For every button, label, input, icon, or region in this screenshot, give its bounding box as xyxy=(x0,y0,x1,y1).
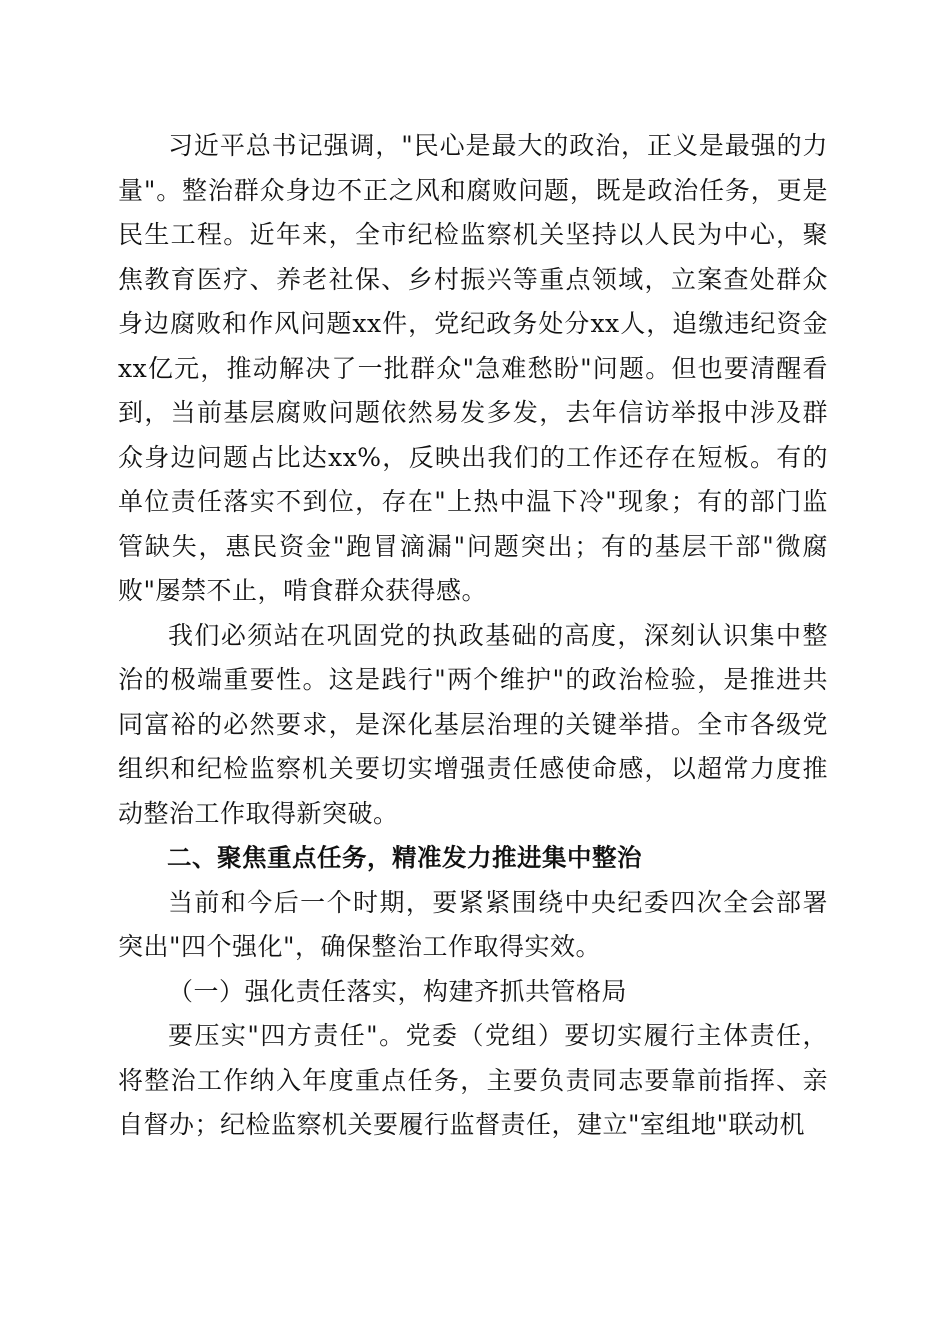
subsection-paragraph: 要压实"四方责任"。党委（党组）要切实履行主体责任，将整治工作纳入年度重点任务，主要负责同志要靠前指挥、亲自督办；纪检监察机关要履行监督责任，建立"室组地"联动机 xyxy=(118,1021,828,1139)
section-heading: 二、聚焦重点任务，精准发力推进集中整治 xyxy=(167,843,642,872)
paragraph-1: 习近平总书记强调，"民心是最大的政治，正义是最强的力量"。整治群众身边不正之风和腐败问题，既是政治任务，更是民生工程。近年来，全市纪检监察机关坚持以人民为中心，聚焦教育医疗、养老社保、乡村振兴等重点领域，立案查处群众身边腐败和作风问题xx件，党纪政务处分xx人，追缴违纪资金xx亿元，推动解决了一批群众"急难愁盼"问题。但也要清醒看到，当前基层腐败问题依然易发多发，去年信访举报中涉及群众身边问题占比达xx%，反映出我们的工作还存在短板。有的单位责任落实不到位，存在"上热中温下冷"现象；有的部门监管缺失，惠民资金"跑冒滴漏"问题突出；有的基层干部"微腐败"屡禁不止，啃食群众获得感。 xyxy=(118,131,828,605)
paragraph-2: 我们必须站在巩固党的执政基础的高度，深刻认识集中整治的极端重要性。这是践行"两个维护"的政治检验，是推进共同富裕的必然要求，是深化基层治理的关键举措。全市各级党组织和纪检监察机关要切实增强责任感使命感，以超常力度推动整治工作取得新突破。 xyxy=(118,620,828,828)
subsection-heading: （一）强化责任落实，构建齐抓共管格局 xyxy=(168,976,628,1006)
section-intro-paragraph: 当前和今后一个时期，要紧紧围绕中央纪委四次全会部署突出"四个强化"，确保整治工作取得实效。 xyxy=(118,887,828,961)
document-body xyxy=(118,124,828,1148)
